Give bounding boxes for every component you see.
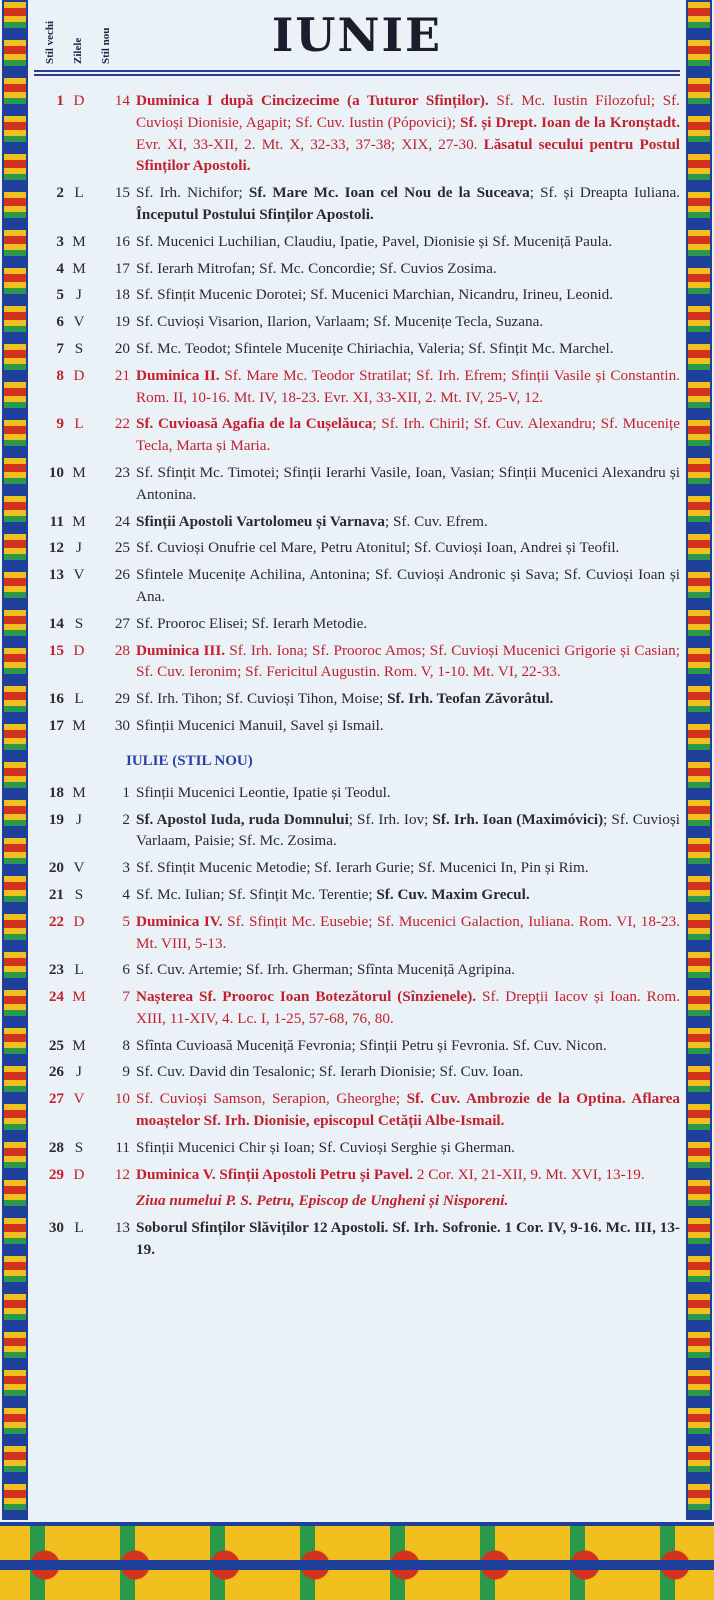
day-new-style: 14 [114, 92, 130, 109]
day-new-style: 23 [114, 463, 130, 481]
entry-segment: Sf. Mare Mc. Ioan cel Nou de la Suceava [248, 184, 530, 202]
day-row [34, 959, 680, 981]
day-new-style: 21 [114, 366, 130, 384]
entry-segment: Sf. Cuvioasă Agafia de la Cușelăuca [136, 415, 373, 433]
entry-segment: Sf. Sfințit Mc. Eusebie; Sf. Mucenici Galaction, Iuliana. Rom. VI, 18-23. Mt. VIII, 5-13. [136, 912, 680, 952]
day-entry [136, 462, 680, 506]
day-row [34, 338, 680, 360]
entry-segment: Sf. Mc. Teodot; Sfintele Mucenițe Chiriachia, Valeria; Sf. Sfințit Mc. Marchel. [136, 339, 614, 357]
entry-segment: Sf. Mucenici Luchilian, Claudiu, Ipatie, Pavel, Dionisie și Sf. Muceniță Paula. [136, 232, 613, 250]
day-list [34, 90, 680, 1266]
day-entry [136, 986, 680, 1030]
day-old-style: 14 [48, 614, 64, 632]
weekday-letter: L [74, 1219, 84, 1237]
day-row [34, 809, 680, 853]
day-old-style: 19 [48, 810, 64, 828]
weekday-letter: M [72, 783, 86, 801]
entry-segment: Sf. Mare Mc. Teodor Stratilat; Sf. Irh. Efrem; Sfinții Vasile și Constantin. Rom. II, 10-16. Mt. IV, 18-23. Evr. XI, 33-XII, 2. Mt. IV, 25-V, 12. [136, 366, 680, 406]
weekday-letter: L [74, 184, 84, 202]
day-row [34, 911, 680, 955]
day-old-style: 18 [48, 783, 64, 801]
day-old-style: 26 [48, 1063, 64, 1081]
day-row [34, 640, 680, 684]
day-entry [136, 959, 680, 981]
day-new-style: 20 [114, 339, 130, 357]
day-entry [136, 613, 680, 635]
day-new-style: 12 [114, 1165, 130, 1183]
day-old-style: 2 [56, 184, 64, 202]
day-entry [136, 284, 680, 306]
entry-segment: Sf. Irh. Ioan (Maximóvici) [432, 810, 604, 828]
day-entry [136, 1061, 680, 1083]
day-entry [136, 1164, 680, 1186]
day-row [34, 1137, 680, 1159]
day-row [34, 613, 680, 635]
name-day-note [34, 1190, 680, 1212]
day-row [34, 1035, 680, 1057]
weekday-letter: M [72, 259, 86, 277]
entry-segment: Duminica III. [136, 641, 226, 659]
day-old-style: 21 [48, 885, 64, 903]
entry-segment: Sfînta Cuvioasă Muceniță Fevronia; Sfinții Petru și Fevronia. Sf. Cuv. Nicon. [136, 1036, 607, 1054]
col-head-stil-vechi: Stil vechi [44, 20, 56, 64]
entry-segment: Duminica V. Sfinții Apostoli Petru și Pavel. [136, 1165, 414, 1183]
entry-segment: ; Sf. și Dreapta Iuliana. [529, 184, 680, 202]
entry-segment: Sf. Prooroc Elisei; Sf. Ierarh Metodie. [136, 614, 368, 632]
day-entry [136, 809, 680, 853]
day-new-style: 10 [114, 1090, 130, 1108]
day-old-style: 20 [48, 859, 64, 877]
day-entry [136, 511, 680, 533]
weekday-letter: M [72, 512, 86, 530]
weekday-letter: L [74, 690, 84, 708]
day-row [34, 688, 680, 710]
entry-segment: Sf. Irh. Tihon; Sf. Cuvioși Tihon, Moise; [136, 690, 388, 708]
day-old-style: 30 [48, 1219, 64, 1237]
day-old-style: 24 [48, 988, 64, 1006]
day-old-style: 25 [48, 1036, 64, 1054]
day-old-style: 16 [48, 690, 64, 708]
weekday-letter: V [73, 859, 85, 877]
july-rows [34, 782, 680, 1186]
day-row [34, 537, 680, 559]
day-row [34, 90, 680, 177]
entry-segment: Sf. Cuvioși Visarion, Ilarion, Varlaam; Sf. Mucenițe Tecla, Suzana. [136, 313, 544, 331]
entry-segment: Începutul Postului Sfinților Apostoli. [136, 205, 374, 223]
day-old-style: 3 [56, 232, 64, 250]
entry-segment: Sfinții Apostoli Vartolomeu și Varnava [136, 512, 385, 530]
weekday-letter: M [72, 1036, 86, 1054]
day-new-style: 25 [114, 539, 130, 557]
day-entry [136, 338, 680, 360]
weekday-letter: D [73, 366, 85, 384]
entry-segment: Duminica II. [136, 366, 220, 384]
entry-segment: Duminica IV. [136, 912, 223, 930]
day-new-style: 26 [114, 566, 130, 584]
day-entry [136, 1217, 680, 1261]
month-title: IUNIE [271, 8, 443, 62]
entry-segment: Sf. Irh. Iona; Sf. Prooroc Amos; Sf. Cuvioși Mucenici Grigorie și Casian; Sf. Cuv. Ieronim; Sf. Fericitul Augustin. Rom. V, 1-10. Mt. VI, 22-33. [136, 641, 680, 681]
day-row [34, 715, 680, 737]
weekday-letter: M [72, 716, 86, 734]
day-row [34, 857, 680, 879]
entry-segment: Duminica I după Cincizecime (a Tuturor Sfinților). [136, 92, 489, 109]
day-new-style: 1 [122, 783, 130, 801]
day-row [34, 231, 680, 253]
day-row [34, 511, 680, 533]
day-row [34, 1217, 680, 1261]
day-entry [136, 258, 680, 280]
entry-segment: Sf. Mc. Iulian; Sf. Sfințit Mc. Terentie; [136, 885, 377, 903]
weekday-letter: V [73, 566, 85, 584]
day-old-style: 8 [56, 366, 64, 384]
entry-segment: Sfinții Mucenici Chir și Ioan; Sf. Cuvioși Serghie și Gherman. [136, 1138, 515, 1156]
day-new-style: 29 [114, 690, 130, 708]
day-entry [136, 90, 680, 177]
day-entry [136, 537, 680, 559]
day-entry [136, 1137, 680, 1159]
july-subheading: IULIE (STIL NOU) [126, 752, 253, 769]
weekday-letter: D [73, 92, 85, 109]
last-row [34, 1217, 680, 1261]
weekday-letter: S [74, 1138, 84, 1156]
day-old-style: 29 [48, 1165, 64, 1183]
weekday-letter: L [74, 961, 84, 979]
day-row [34, 1061, 680, 1083]
day-new-style: 7 [122, 988, 130, 1006]
entry-segment: Sf. Cuvioși Samson, Serapion, Gheorghe; [136, 1090, 407, 1108]
weekday-letter: M [72, 463, 86, 481]
entry-segment: Sf. Cuv. Artemie; Sf. Irh. Gherman; Sfînta Muceniță Agripina. [136, 961, 516, 979]
entry-segment: Sf. Irh. Teofan Zăvorâtul. [387, 690, 554, 708]
weekday-letter: J [76, 539, 82, 557]
entry-segment: Sfinții Mucenici Manuil, Savel și Ismail. [136, 716, 384, 734]
day-entry [136, 688, 680, 710]
entry-segment: ; Sf. Cuv. Efrem. [384, 512, 488, 530]
weekday-letter: L [74, 415, 84, 433]
day-new-style: 6 [122, 961, 130, 979]
day-new-style: 13 [114, 1219, 130, 1237]
day-old-style: 27 [48, 1090, 64, 1108]
day-old-style: 17 [48, 716, 64, 734]
day-entry [136, 640, 680, 684]
day-new-style: 27 [114, 614, 130, 632]
calendar-content [34, 0, 680, 1520]
day-entry [136, 1035, 680, 1057]
col-head-stil-nou: Stil nou [100, 27, 112, 64]
entry-segment: Evr. XI, 33-XII, 2. Mt. X, 32-33, 37-38; XIX, 27-30. [136, 135, 484, 153]
day-new-style: 4 [122, 885, 130, 903]
day-new-style: 15 [114, 184, 130, 202]
entry-segment: Sfintele Mucenițe Achilina, Antonina; Sf. Cuvioși Andronic și Sava; Sf. Cuvioși Ioan și Ana. [136, 566, 680, 605]
day-entry [136, 911, 680, 955]
entry-segment: ; Sf. Irh. Iov; [348, 810, 433, 828]
weekday-letter: M [72, 232, 86, 250]
day-new-style: 24 [114, 512, 130, 530]
entry-segment: Sf. Cuv. Ambrozie de la Optina. Aflarea moaștelor Sf. Irh. Dionisie, episcopul Cetății Albe-Ismail. [136, 1090, 680, 1130]
entry-segment: 2 Cor. XI, 21-XII, 9. Mt. XVI, 13-19. [413, 1165, 645, 1183]
weekday-letter: V [73, 313, 85, 331]
day-old-style: 1 [56, 92, 64, 109]
day-new-style: 9 [122, 1063, 130, 1081]
day-new-style: 17 [114, 259, 130, 277]
day-row [34, 462, 680, 506]
entry-segment: Sf. Cuv. David din Tesalonic; Sf. Ierarh Dionisie; Sf. Cuv. Ioan. [136, 1063, 524, 1081]
weekday-letter: D [73, 641, 85, 659]
day-entry [136, 884, 680, 906]
col-head-zilele: Zilele [72, 37, 84, 64]
day-row [34, 413, 680, 457]
day-new-style: 22 [114, 415, 130, 433]
day-new-style: 30 [114, 716, 130, 734]
day-new-style: 19 [114, 313, 130, 331]
day-new-style: 2 [122, 810, 130, 828]
ornamental-border-right [686, 0, 712, 1520]
weekday-letter: V [73, 1090, 85, 1108]
entry-segment: Sf. Mc. Iustin Filozoful; Sf. Cuvioși Dionisie, Agapit; Sf. Cuv. Iustin (Pópovici); [136, 92, 680, 131]
weekday-letter: D [73, 1165, 85, 1183]
month-header [34, 0, 680, 76]
day-entry [136, 182, 680, 226]
day-new-style: 18 [114, 286, 130, 304]
day-old-style: 15 [48, 641, 64, 659]
entry-segment: Lăsatul secului pentru Postul Sfinților Apostoli. [136, 135, 680, 175]
entry-segment: Sf. și Drept. Ioan de la Kronștadt. [460, 113, 680, 131]
day-entry [136, 564, 680, 608]
weekday-letter: D [73, 912, 85, 930]
day-new-style: 3 [122, 859, 130, 877]
entry-segment: Sf. Sfințit Mucenic Metodie; Sf. Ierarh Gurie; Sf. Mucenici In, Pin și Rim. [136, 859, 589, 877]
day-row [34, 564, 680, 608]
day-entry [136, 413, 680, 457]
weekday-letter: J [76, 286, 82, 304]
entry-segment: Sf. Sfințit Mc. Timotei; Sfinții Ierarhi Vasile, Ioan, Vasian; Sfinții Mucenici Alexandru și Antonina. [136, 463, 680, 503]
day-entry [136, 782, 680, 804]
day-row [34, 782, 680, 804]
entry-segment: Nașterea Sf. Prooroc Ioan Botezătorul (Sînzienele). [136, 988, 477, 1006]
day-old-style: 12 [48, 539, 64, 557]
day-entry [136, 715, 680, 737]
day-old-style: 11 [49, 512, 64, 530]
entry-segment: Sf. Irh. Nichifor; [136, 184, 249, 202]
entry-segment: Sf. Sfințit Mucenic Dorotei; Sf. Mucenici Marchian, Nicandru, Irineu, Leonid. [136, 286, 614, 304]
day-old-style: 23 [48, 961, 64, 979]
day-row [34, 311, 680, 333]
weekday-letter: S [74, 885, 84, 903]
day-old-style: 4 [56, 259, 64, 277]
day-old-style: 5 [56, 286, 64, 304]
entry-segment: Sf. Apostol Iuda, ruda Domnului [136, 810, 349, 828]
day-entry [136, 1088, 680, 1132]
day-row [34, 258, 680, 280]
day-row [34, 182, 680, 226]
day-old-style: 6 [56, 313, 64, 331]
entry-segment: ; Sf. Irh. Chiril; Sf. Cuv. Alexandru; Sf. Mucenițe Tecla, Marta și Maria. [136, 415, 680, 455]
june-rows [34, 90, 680, 737]
day-old-style: 28 [48, 1138, 64, 1156]
day-old-style: 7 [56, 339, 64, 357]
ornamental-border-left [2, 0, 28, 1520]
note-text: Ziua numelui P. S. Petru, Episcop de Ungheni și Nisporeni. [136, 1192, 509, 1210]
day-row [34, 365, 680, 409]
day-new-style: 8 [122, 1036, 130, 1054]
weekday-letter: J [76, 1063, 82, 1081]
entry-segment: Sf. Ierarh Mitrofan; Sf. Mc. Concordie; Sf. Cuvios Zosima. [136, 259, 497, 277]
weekday-letter: J [76, 810, 82, 828]
ornamental-border-bottom [0, 1522, 714, 1600]
entry-segment: Sfinții Mucenici Leontie, Ipatie și Teodul. [136, 783, 391, 801]
day-row [34, 1088, 680, 1132]
entry-segment: Soborul Sfinților Slăviților 12 Apostoli. Sf. Irh. Sofronie. 1 Cor. IV, 9-16. Mc. III, 13-19. [136, 1219, 680, 1259]
day-row [34, 284, 680, 306]
day-entry [136, 857, 680, 879]
day-old-style: 22 [48, 912, 64, 930]
day-entry [136, 365, 680, 409]
day-new-style: 28 [114, 641, 130, 659]
day-new-style: 5 [122, 912, 130, 930]
day-row [34, 884, 680, 906]
entry-segment: Sf. Cuvioși Onufrie cel Mare, Petru Atonitul; Sf. Cuvioși Ioan, Andrei și Teofil. [136, 539, 620, 557]
day-entry [136, 231, 680, 253]
day-new-style: 11 [115, 1138, 130, 1156]
day-old-style: 10 [48, 463, 64, 481]
weekday-letter: S [74, 339, 84, 357]
weekday-letter: M [72, 988, 86, 1006]
day-entry [136, 311, 680, 333]
weekday-letter: S [74, 614, 84, 632]
entry-segment: Sf. Cuv. Maxim Grecul. [376, 885, 530, 903]
day-new-style: 16 [114, 232, 130, 250]
entry-segment: ; Sf. Cuvioși Varlaam, Paisie; Sf. Mc. Zosima. [136, 810, 680, 850]
day-old-style: 13 [48, 566, 64, 584]
day-row [34, 986, 680, 1030]
day-old-style: 9 [56, 415, 64, 433]
entry-segment: Sf. Drepții Iacov și Ioan. Rom. XIII, 11-XIV, 4. Lc. I, 1-25, 57-68, 76, 80. [136, 988, 680, 1027]
day-row [34, 1164, 680, 1186]
